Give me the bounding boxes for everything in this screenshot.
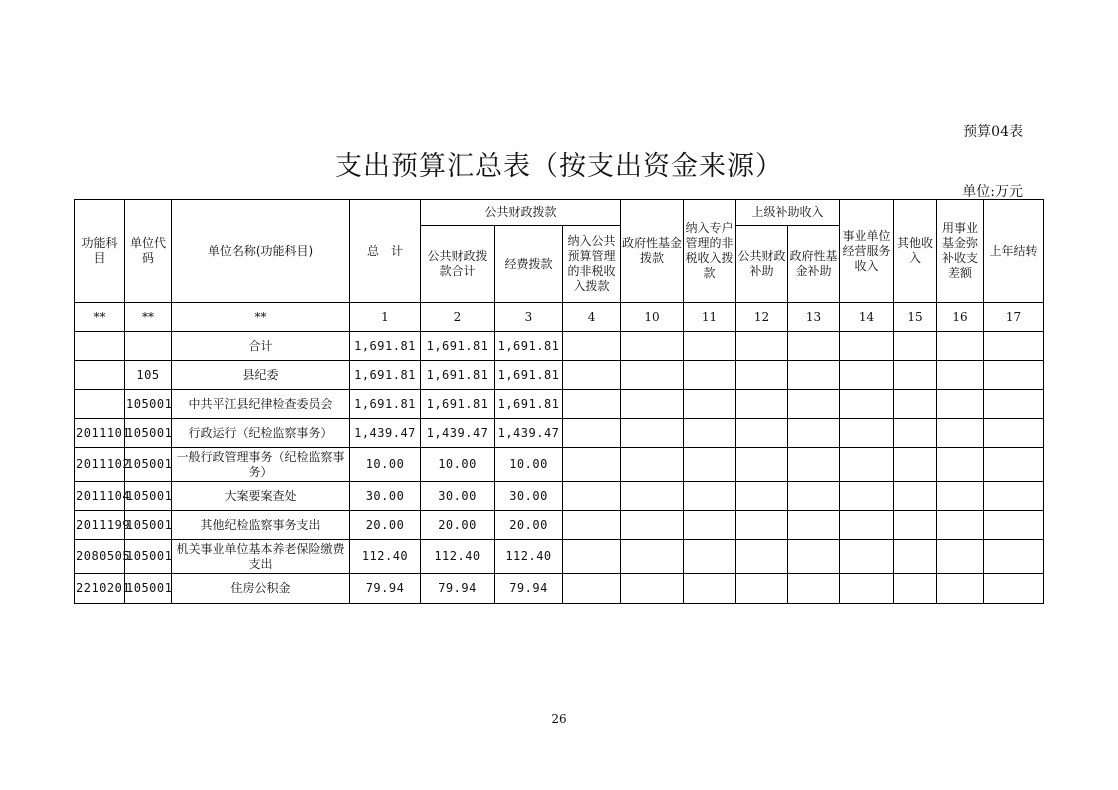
empty-cell [984,540,1044,574]
index-cell: 16 [937,303,984,332]
empty-cell [894,511,937,540]
empty-cell [894,448,937,482]
unit-name-cell: 一般行政管理事务（纪检监察事务） [172,448,350,482]
funding-cell: 1,691.81 [495,390,563,419]
empty-cell [894,332,937,361]
public-sum-cell: 20.00 [421,511,495,540]
empty-cell [563,332,621,361]
empty-cell [894,419,937,448]
index-cell: 10 [621,303,684,332]
empty-cell [840,511,894,540]
empty-cell [684,540,736,574]
empty-cell [563,482,621,511]
total-cell: 1,691.81 [350,332,421,361]
func-code-cell: 2011101 [75,419,125,448]
empty-cell [984,361,1044,390]
header-unit-code: 单位代码 [125,200,172,303]
empty-cell [984,419,1044,448]
header-row-1 [75,200,1044,226]
empty-cell [684,390,736,419]
total-cell: 1,691.81 [350,361,421,390]
empty-cell [894,482,937,511]
empty-cell [937,511,984,540]
func-code-cell [75,390,125,419]
empty-cell [563,448,621,482]
header-total: 总 计 [350,200,421,303]
empty-cell [736,332,788,361]
total-cell: 30.00 [350,482,421,511]
funding-cell: 30.00 [495,482,563,511]
empty-cell [736,511,788,540]
index-cell: 15 [894,303,937,332]
empty-cell [937,540,984,574]
empty-cell [788,482,840,511]
page-title: 支出预算汇总表（按支出资金来源） [335,151,783,182]
func-code-cell [75,361,125,390]
empty-cell [894,390,937,419]
header-gov-fund-subsidy: 政府性基金补助 [788,226,840,303]
empty-cell [736,419,788,448]
empty-cell [736,540,788,574]
index-cell: 3 [495,303,563,332]
empty-cell [621,482,684,511]
empty-cell [788,361,840,390]
empty-cell [621,511,684,540]
funding-cell: 10.00 [495,448,563,482]
budget-table [74,199,1044,604]
empty-cell [788,419,840,448]
empty-cell [736,482,788,511]
index-row [75,303,1044,332]
empty-cell [621,448,684,482]
unit-code-cell [125,332,172,361]
empty-cell [563,511,621,540]
empty-cell [684,448,736,482]
empty-cell [984,448,1044,482]
func-code-cell: 2080505 [75,540,125,574]
empty-cell [563,574,621,604]
empty-cell [840,574,894,604]
empty-cell [937,574,984,604]
total-cell: 20.00 [350,511,421,540]
total-cell: 10.00 [350,448,421,482]
total-cell: 1,439.47 [350,419,421,448]
empty-cell [621,390,684,419]
index-cell: 1 [350,303,421,332]
unit-name-cell: 合计 [172,332,350,361]
index-cell: 4 [563,303,621,332]
table-row [75,511,1044,540]
unit-label: 单位:万元 [962,184,1023,200]
index-cell: 13 [788,303,840,332]
unit-code-cell: 105001 [125,448,172,482]
empty-cell [563,540,621,574]
empty-cell [684,361,736,390]
index-cell: ** [172,303,350,332]
table-row [75,574,1044,604]
empty-cell [788,332,840,361]
empty-cell [684,419,736,448]
index-cell: 2 [421,303,495,332]
table-row [75,448,1044,482]
empty-cell [840,419,894,448]
public-sum-cell: 30.00 [421,482,495,511]
empty-cell [840,361,894,390]
header-unit-name: 单位名称(功能科目) [172,200,350,303]
header-func-code: 功能科目 [75,200,125,303]
funding-cell: 112.40 [495,540,563,574]
header-public-finance: 公共财政拨款 [421,200,621,226]
empty-cell [984,574,1044,604]
public-sum-cell: 10.00 [421,448,495,482]
empty-cell [621,361,684,390]
empty-cell [621,419,684,448]
unit-code-cell: 105001 [125,540,172,574]
form-number: 预算04表 [963,124,1023,140]
table-row [75,540,1044,574]
unit-code-cell: 105001 [125,482,172,511]
func-code-cell: 2210201 [75,574,125,604]
unit-name-cell: 住房公积金 [172,574,350,604]
unit-name-cell: 行政运行（纪检监察事务） [172,419,350,448]
table-row [75,332,1044,361]
public-sum-cell: 1,691.81 [421,390,495,419]
empty-cell [563,419,621,448]
empty-cell [563,390,621,419]
unit-code-cell: 105001 [125,390,172,419]
funding-cell: 20.00 [495,511,563,540]
index-cell: 14 [840,303,894,332]
empty-cell [984,511,1044,540]
empty-cell [788,448,840,482]
index-cell: ** [125,303,172,332]
empty-cell [840,448,894,482]
empty-cell [621,574,684,604]
header-nontax: 纳入公共预算管理的非税收入拨款 [563,226,621,303]
empty-cell [563,361,621,390]
empty-cell [894,361,937,390]
funding-cell: 1,691.81 [495,361,563,390]
header-business-income: 事业单位经营服务收入 [840,200,894,303]
table-row [75,361,1044,390]
public-sum-cell: 79.94 [421,574,495,604]
unit-name-cell: 大案要案查处 [172,482,350,511]
public-sum-cell: 1,439.47 [421,419,495,448]
empty-cell [984,332,1044,361]
funding-cell: 79.94 [495,574,563,604]
func-code-cell [75,332,125,361]
empty-cell [984,390,1044,419]
public-sum-cell: 1,691.81 [421,361,495,390]
empty-cell [736,390,788,419]
header-fund-cover: 用事业基金弥补收支差额 [937,200,984,303]
empty-cell [621,332,684,361]
empty-cell [684,332,736,361]
header-upper-subsidy: 上级补助收入 [736,200,840,226]
index-cell: ** [75,303,125,332]
funding-cell: 1,439.47 [495,419,563,448]
unit-name-cell: 县纪委 [172,361,350,390]
unit-code-cell: 105001 [125,511,172,540]
empty-cell [937,448,984,482]
empty-cell [984,482,1044,511]
header-special-nontax: 纳入专户管理的非税收入拨款 [684,200,736,303]
empty-cell [684,574,736,604]
empty-cell [894,540,937,574]
total-cell: 1,691.81 [350,390,421,419]
funding-cell: 1,691.81 [495,332,563,361]
empty-cell [788,511,840,540]
unit-name-cell: 中共平江县纪律检查委员会 [172,390,350,419]
empty-cell [937,419,984,448]
public-sum-cell: 1,691.81 [421,332,495,361]
header-last-year: 上年结转 [984,200,1044,303]
empty-cell [788,390,840,419]
empty-cell [684,511,736,540]
empty-cell [736,361,788,390]
header-public-subsidy: 公共财政补助 [736,226,788,303]
empty-cell [937,390,984,419]
empty-cell [937,332,984,361]
empty-cell [840,332,894,361]
unit-code-cell: 105001 [125,419,172,448]
unit-code-cell: 105 [125,361,172,390]
table-row [75,482,1044,511]
table-row [75,390,1044,419]
header-funding: 经费拨款 [495,226,563,303]
empty-cell [840,540,894,574]
index-cell: 12 [736,303,788,332]
empty-cell [937,482,984,511]
empty-cell [840,482,894,511]
index-cell: 17 [984,303,1044,332]
header-other-income: 其他收入 [894,200,937,303]
total-cell: 112.40 [350,540,421,574]
header-public-finance-sum: 公共财政拨款合计 [421,226,495,303]
empty-cell [736,448,788,482]
index-cell: 11 [684,303,736,332]
empty-cell [788,540,840,574]
total-cell: 79.94 [350,574,421,604]
empty-cell [788,574,840,604]
public-sum-cell: 112.40 [421,540,495,574]
unit-code-cell: 105001 [125,574,172,604]
empty-cell [840,390,894,419]
header-gov-fund: 政府性基金拨款 [621,200,684,303]
empty-cell [937,361,984,390]
unit-name-cell: 机关事业单位基本养老保险缴费支出 [172,540,350,574]
func-code-cell: 2011199 [75,511,125,540]
empty-cell [621,540,684,574]
func-code-cell: 2011102 [75,448,125,482]
empty-cell [736,574,788,604]
func-code-cell: 2011104 [75,482,125,511]
empty-cell [684,482,736,511]
table-row [75,419,1044,448]
page-number: 26 [551,712,567,726]
empty-cell [894,574,937,604]
unit-name-cell: 其他纪检监察事务支出 [172,511,350,540]
